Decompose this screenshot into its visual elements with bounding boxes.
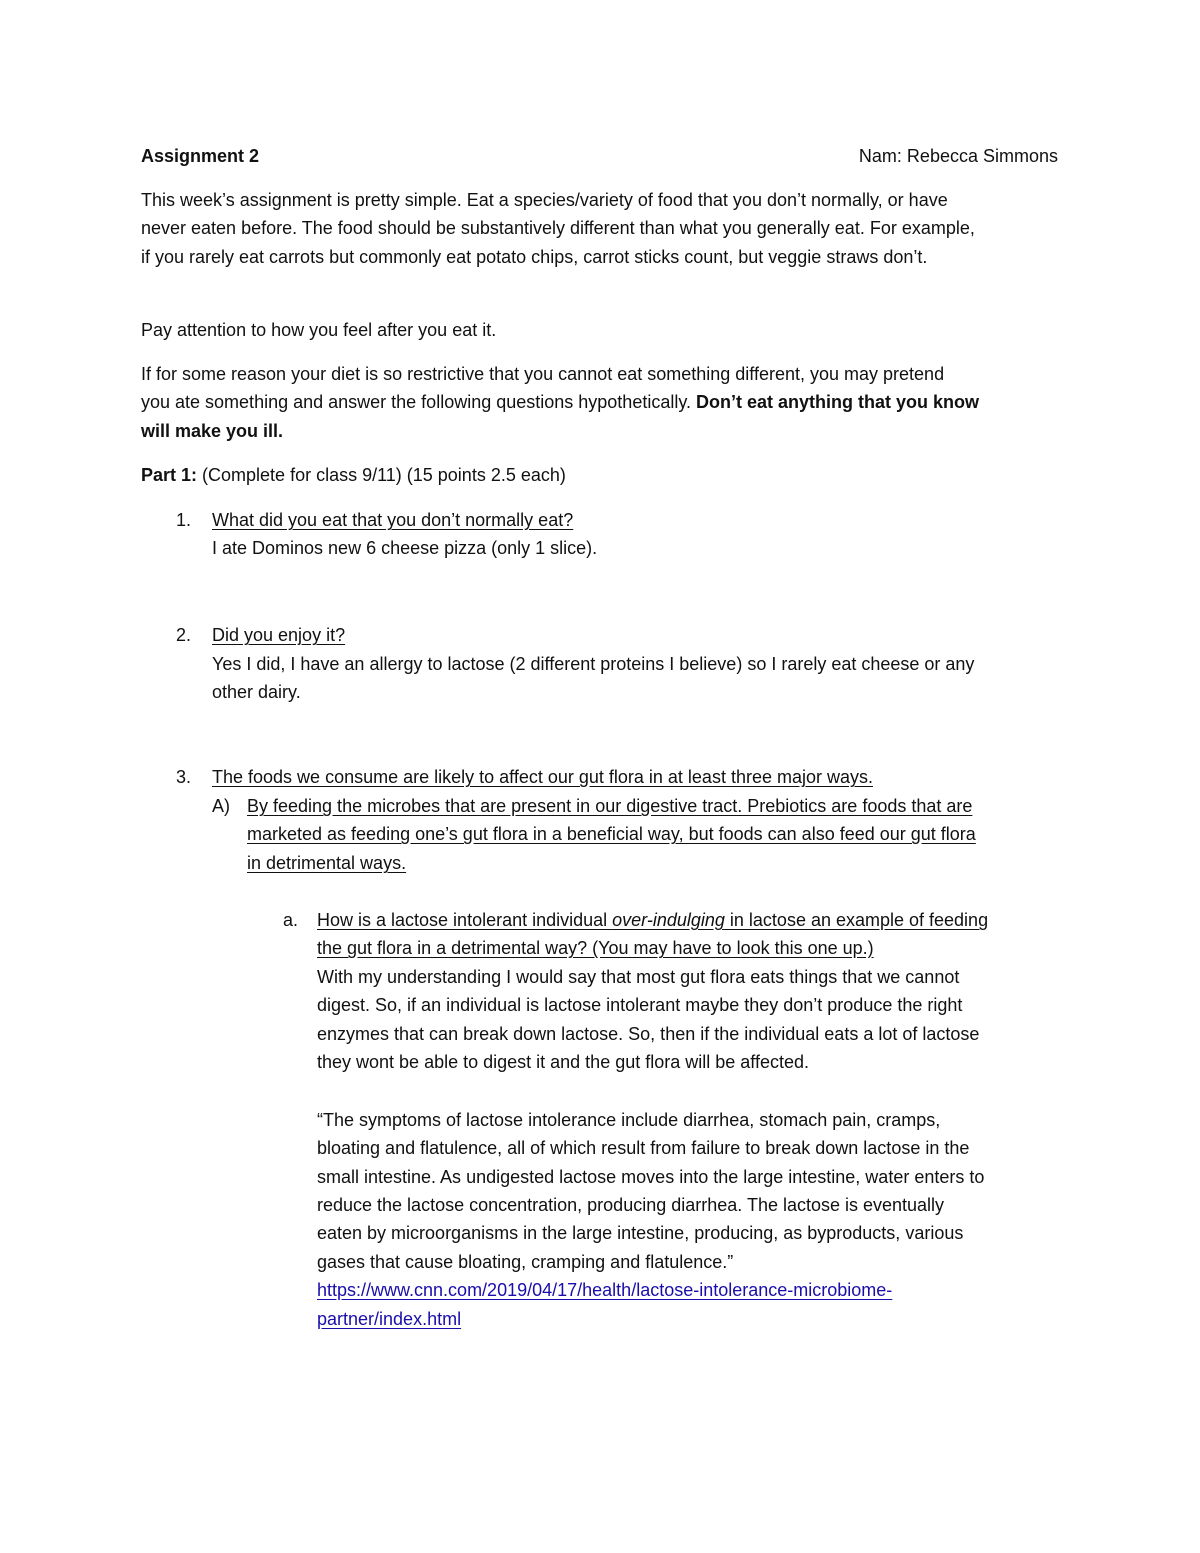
quote-line: bloating and flatulence, all of which result from failure to break down lactose in the bbox=[317, 1138, 970, 1158]
restrictive-line: If for some reason your diet is so restrictive that you cannot eat something different, you may pretend bbox=[141, 364, 945, 384]
question-emphasis: over-indulging bbox=[612, 910, 725, 930]
answer-line: they wont be able to digest it and the gut flora will be affected. bbox=[317, 1052, 809, 1072]
q3-sub-a-text: By feeding the microbes that are present in our digestive tract. Prebiotics are foods that are bbox=[247, 796, 973, 816]
part1-label: Part 1: bbox=[141, 465, 198, 485]
q3-sub-a-question: the gut flora in a detrimental way? (You may have to look this one up.) bbox=[317, 938, 874, 958]
quote-line: reduce the lactose concentration, producing diarrhea. The lactose is eventually bbox=[317, 1195, 945, 1215]
q3-sub-a-text: marketed as feeding one’s gut flora in a beneficial way, but foods can also feed our gut flora bbox=[247, 824, 976, 844]
q2-answer: Yes I did, I have an allergy to lactose (2 different proteins I believe) so I rarely eat cheese or any bbox=[212, 654, 975, 674]
q1-answer: I ate Dominos new 6 cheese pizza (only 1 slice). bbox=[212, 538, 598, 558]
quote-line: “The symptoms of lactose intolerance include diarrhea, stomach pain, cramps, bbox=[317, 1110, 941, 1130]
source-link[interactable]: https://www.cnn.com/2019/04/17/health/lactose-intolerance-microbiome- bbox=[317, 1280, 893, 1300]
q3-number: 3. bbox=[176, 767, 192, 787]
quote-line: eaten by microorganisms in the large intestine, producing, as byproducts, various bbox=[317, 1223, 964, 1243]
answer-line: digest. So, if an individual is lactose intolerant maybe they don’t produce the right bbox=[317, 995, 963, 1015]
quote-line: gases that cause bloating, cramping and flatulence.” bbox=[317, 1252, 734, 1272]
part1-heading bbox=[141, 461, 566, 490]
q3-sub-a-label: A) bbox=[212, 796, 230, 816]
attention-text: Pay attention to how you feel after you eat it. bbox=[141, 320, 497, 340]
q3-sub-a-question bbox=[317, 906, 988, 935]
source-link[interactable]: partner/index.html bbox=[317, 1309, 462, 1329]
restrictive-warning: Don’t eat anything that you know bbox=[696, 392, 980, 412]
answer-line: enzymes that can break down lactose. So, then if the individual eats a lot of lactose bbox=[317, 1024, 980, 1044]
student-name: Nam: Rebecca Simmons bbox=[858, 146, 1058, 166]
quote-line: small intestine. As undigested lactose moves into the large intestine, water enters to bbox=[317, 1167, 985, 1187]
q2-answer: other dairy. bbox=[212, 682, 301, 702]
question-text: How is a lactose intolerant individual bbox=[317, 910, 613, 930]
q2-number: 2. bbox=[176, 625, 192, 645]
q1-number: 1. bbox=[176, 510, 192, 530]
restrictive-warning: will make you ill. bbox=[141, 421, 284, 441]
restrictive-line bbox=[141, 388, 979, 417]
q3-sub-a-text: in detrimental ways. bbox=[247, 853, 407, 873]
q1-question: What did you eat that you don’t normally eat? bbox=[212, 510, 574, 530]
q3-sub-a-question-label: a. bbox=[283, 910, 299, 930]
question-text: in lactose an example of feeding bbox=[724, 910, 989, 930]
answer-line: With my understanding I would say that most gut flora eats things that we cannot bbox=[317, 967, 960, 987]
q2-question: Did you enjoy it? bbox=[212, 625, 346, 645]
restrictive-plain: you ate something and answer the following questions hypothetically. bbox=[141, 392, 697, 412]
source-link-line bbox=[317, 1276, 892, 1305]
intro-line: if you rarely eat carrots but commonly eat potato chips, carrot sticks count, but veggie straws don’t. bbox=[141, 247, 928, 267]
assignment-title: Assignment 2 bbox=[141, 146, 260, 166]
q3-question: The foods we consume are likely to affect our gut flora in at least three major ways. bbox=[212, 767, 873, 787]
source-link-line bbox=[317, 1305, 461, 1334]
part1-details: (Complete for class 9/11) (15 points 2.5 each) bbox=[197, 465, 566, 485]
intro-line: This week’s assignment is pretty simple. Eat a species/variety of food that you don’t normally, or have bbox=[141, 190, 948, 210]
intro-line: never eaten before. The food should be substantively different than what you generally eat. For example, bbox=[141, 218, 975, 238]
